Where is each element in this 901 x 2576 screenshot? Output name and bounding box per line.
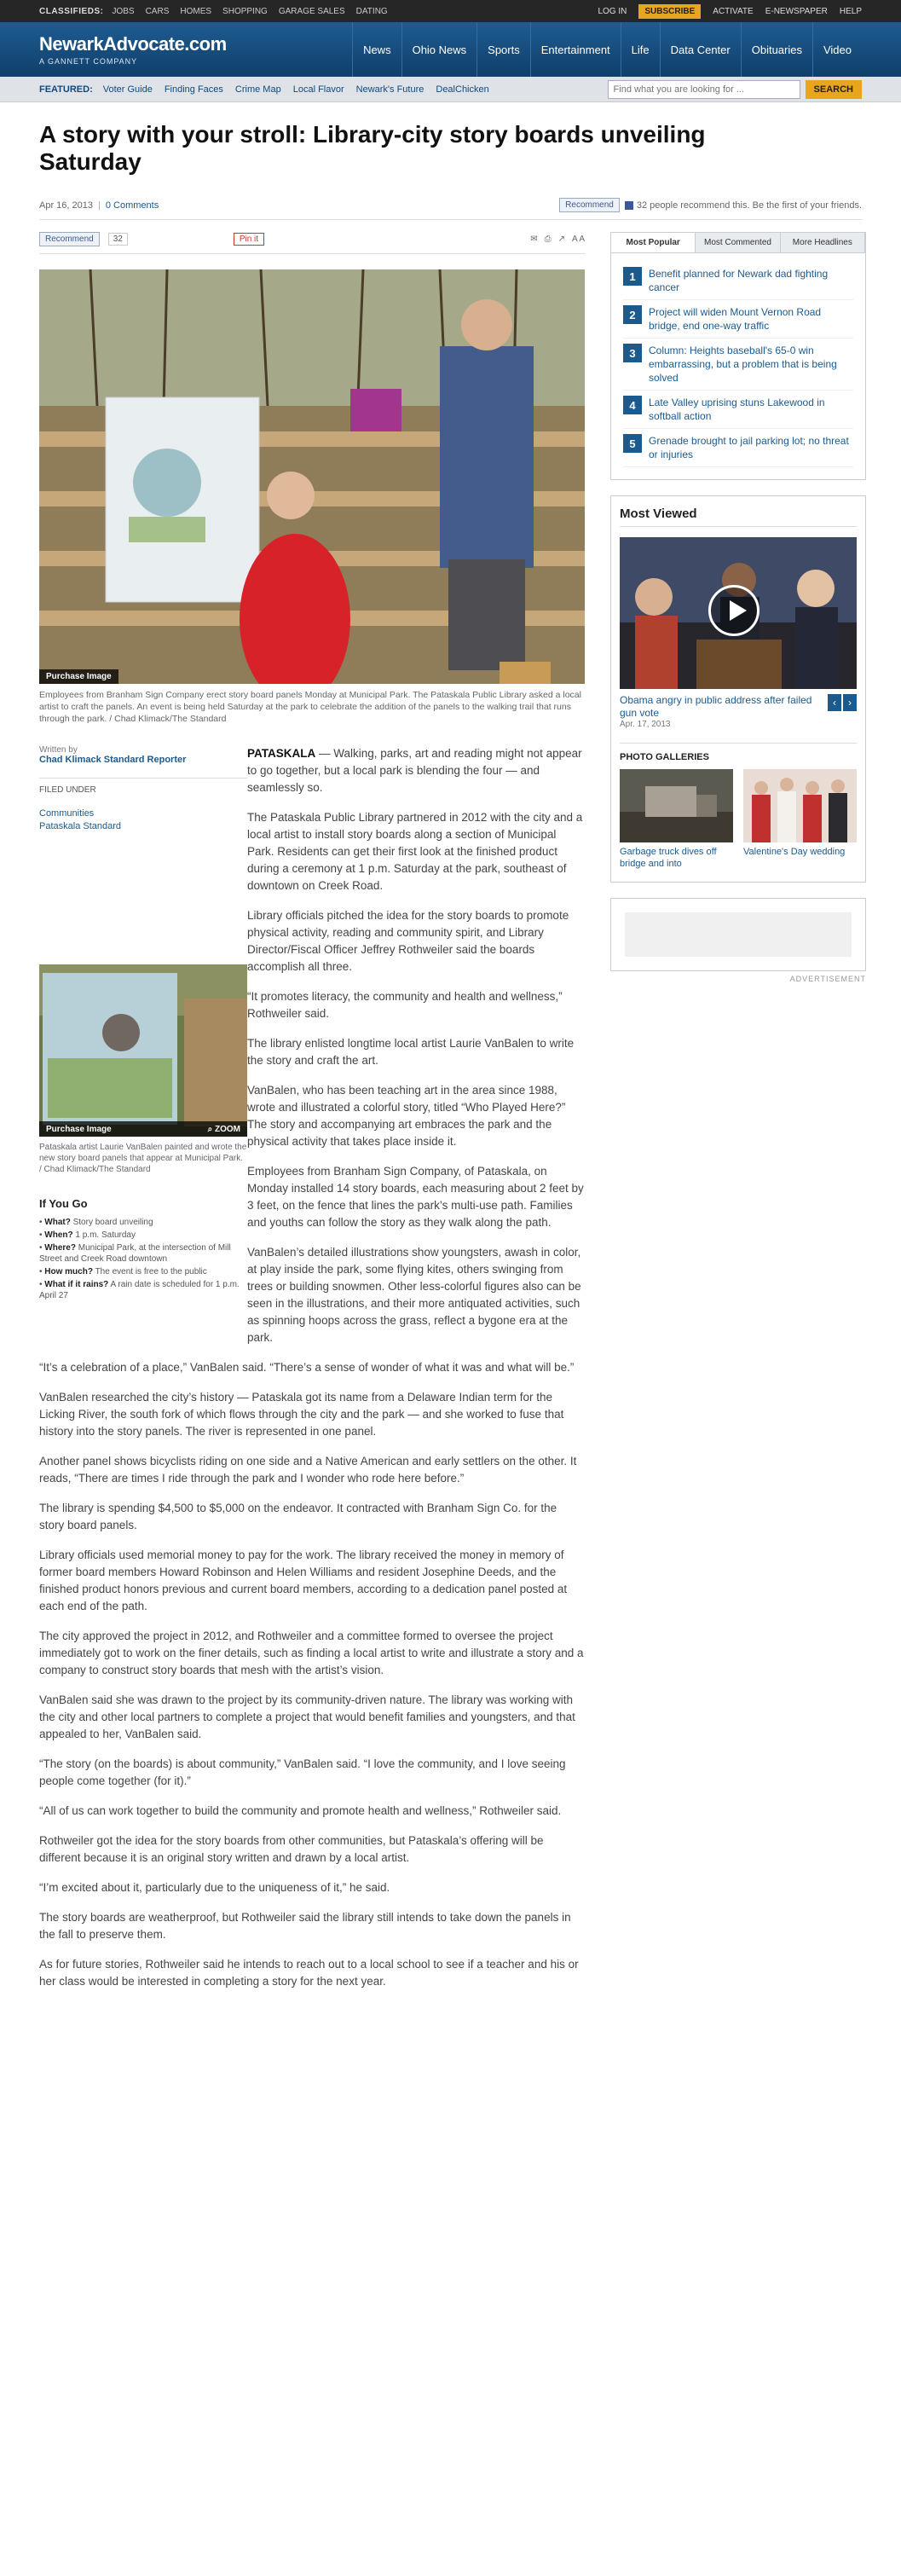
zoom-icon: ⌕ [207, 1124, 213, 1134]
pin-it-button[interactable]: Pin it [234, 233, 264, 246]
email-icon[interactable]: ✉ [530, 234, 538, 244]
story-continued [39, 1359, 585, 1990]
font-size-control[interactable]: A A [571, 234, 585, 244]
right-rail [610, 232, 866, 2003]
article-body [39, 745, 585, 1359]
story-paragraph: The city approved the project in 2012, and Rothweiler and a committee formed to oversee the project immediately got to work on the finer details, such as finding a local artist to write and illustrate a story and a company to construct story boards that mesh with the artist’s vision. [39, 1630, 584, 1676]
if-you-go-item: • Where? Municipal Park, at the intersection of Mill Street and Creek Road downtown [39, 1243, 231, 1264]
nav-sports[interactable]: Sports [476, 22, 530, 77]
ad-slot [610, 898, 866, 971]
inset-photo[interactable] [39, 964, 247, 1137]
popular-rank: 2 [623, 305, 642, 324]
if-you-go-item: • What if it rains? A rain date is scheduled for 1 p.m. April 27 [39, 1280, 240, 1300]
popular-headline[interactable]: Benefit planned for Newark dad fighting cancer [649, 268, 829, 293]
story-paragraph: The library enlisted longtime local artist Laurie VanBalen to write the story and craft the art. [247, 1037, 575, 1067]
gallery-item[interactable] [620, 769, 733, 870]
article-title: A story with your stroll: Library-city story boards unveiling Saturday [39, 121, 706, 175]
popular-rank: 3 [623, 344, 642, 362]
story-paragraph: “I’m excited about it, particularly due to the uniqueness of it,” he said. [39, 1881, 390, 1894]
story-paragraph: Library officials pitched the idea for the story boards to promote physical activity, reading and community spirit, and Library Director/Fiscal Officer Jeffrey Rothweiler said the boards accomplish all three. [247, 909, 569, 973]
tag-communities[interactable]: Communities [39, 808, 95, 819]
tab-more-headlines[interactable]: More Headlines [781, 233, 865, 252]
nav-obituaries[interactable]: Obituaries [741, 22, 812, 77]
page-bottom-spacer [0, 2003, 901, 2037]
nav-ohio-news[interactable]: Ohio News [401, 22, 477, 77]
tab-most-popular[interactable]: Most Popular [611, 233, 696, 252]
featured-crime-map[interactable]: Crime Map [234, 84, 281, 95]
classified-homes-link[interactable]: HOMES [180, 6, 212, 16]
lead-photo[interactable] [39, 269, 585, 684]
lead-paragraph: PATASKALA — Walking, parks, art and reading might not appear to go together, but a local park is blending the four — and seamlessly so. [247, 747, 582, 794]
featured-local-flavor[interactable]: Local Flavor [292, 84, 344, 95]
article-tools [523, 234, 585, 244]
gallery-image-garbage-truck [620, 769, 733, 842]
nav-life[interactable]: Life [621, 22, 660, 77]
popular-rank: 5 [623, 434, 642, 453]
inset-purchase-button[interactable]: Purchase Image [46, 1124, 112, 1134]
featured-bar [0, 77, 901, 102]
facebook-icon [625, 201, 633, 210]
photo-galleries-heading: PHOTO GALLERIES [620, 743, 857, 762]
if-you-go-item: • When? 1 p.m. Saturday [39, 1230, 136, 1240]
video-date: Apr. 17, 2013 [620, 720, 671, 729]
popular-rank: 1 [623, 267, 642, 286]
gallery-thumbnail[interactable] [620, 769, 733, 842]
login-link[interactable]: LOG IN [598, 6, 627, 16]
story-paragraph: The story boards are weatherproof, but Rothweiler said the library still intends to take down the panels in the fall to preserve them. [39, 1911, 571, 1941]
video-title[interactable]: Obama angry in public address after failed gun vote [620, 694, 812, 719]
fb-recommend-button[interactable]: Recommend [559, 198, 620, 212]
popular-headline[interactable]: Grenade brought to jail parking lot; no threat or injuries [649, 435, 849, 460]
popular-item[interactable] [623, 429, 853, 467]
if-you-go-title: If You Go [39, 1197, 88, 1210]
search-form [608, 80, 862, 99]
masthead [0, 22, 901, 77]
top-utility-bar [0, 0, 901, 22]
popular-list [611, 253, 865, 479]
most-viewed-widget [610, 495, 866, 883]
story-paragraph: The Pataskala Public Library partnered in 2012 with the city and a local artist to install story boards along a section of Municipal Park. Residents can get their first look at the finished product during a ceremony at 1 p.m. Saturday at the park, southeast of downtown on Creek Road. [247, 811, 583, 892]
share-count: 32 [108, 233, 128, 246]
written-by-label: Written by [39, 745, 78, 755]
popular-item[interactable] [623, 262, 853, 300]
featured-dealchicken[interactable]: DealChicken [436, 84, 489, 95]
if-you-go-list [39, 1217, 247, 1301]
story-paragraph: “It promotes literacy, the community and health and wellness,” Rothweiler said. [247, 990, 563, 1020]
story-paragraph: Rothweiler got the idea for the story boards from other communities, but Pataskala’s offering will be different because it is an original story written and drawn by a local artist. [39, 1834, 544, 1864]
share-recommend-button[interactable]: Recommend [39, 232, 100, 246]
story-paragraph: The library is spending $4,500 to $5,000 on the endeavor. It contracted with Branham Sign Co. for the story board panels. [39, 1502, 557, 1531]
featured-voter-guide[interactable]: Voter Guide [102, 84, 153, 95]
photo-galleries [620, 769, 857, 870]
tab-most-commented[interactable]: Most Commented [696, 233, 780, 252]
popular-item[interactable] [623, 300, 853, 339]
comments-link[interactable]: 0 Comments [105, 200, 159, 211]
story-paragraph: VanBalen researched the city’s history — Pataskala got its name from a Delaware Indian term for the Licking River, the south fork of which flows through the city and the park — and she worked to fuse that history into the story panels. The river is represented in one panel. [39, 1391, 564, 1438]
fb-recommend-text: 32 people recommend this. Be the first of your friends. [636, 200, 862, 211]
inset-photo-caption: Pataskala artist Laurie VanBalen painted and wrote the new story board panels that appear at Municipal Park. / Chad Klimack/The Standard [39, 1143, 247, 1174]
story-text [247, 745, 585, 1359]
gallery-caption[interactable]: Valentine's Day wedding [743, 847, 846, 857]
activate-link[interactable]: ACTIVATE [713, 6, 754, 16]
share-bar [39, 232, 585, 254]
classified-shopping-link[interactable]: SHOPPING [222, 6, 268, 16]
story-paragraph: Library officials used memorial money to pay for the work. The library received the money in memory of former board members Howard Robinson and Helen Williams and resident Josephine Deeds, and the finished product honors previous and current board members, according to a dedication panel posted at each end of the path. [39, 1548, 568, 1612]
prev-arrow-icon[interactable]: ‹ [828, 694, 841, 711]
most-viewed-title: Most Viewed [620, 507, 857, 527]
popular-item[interactable] [623, 391, 853, 429]
classified-cars-link[interactable]: CARS [145, 6, 170, 16]
popular-rank: 4 [623, 396, 642, 414]
inset-photo-toolbar [39, 1121, 247, 1137]
story-paragraph: “It’s a celebration of a place,” VanBalen said. “There’s a sense of wonder of what it was and what will be.” [39, 1361, 575, 1374]
play-icon[interactable] [708, 585, 759, 636]
dateline: PATASKALA [247, 747, 316, 760]
popular-widget [610, 232, 866, 480]
if-you-go-box [39, 1197, 247, 1301]
logo-subtitle: A GANNETT COMPANY [39, 57, 138, 66]
gallery-image-wedding [743, 769, 857, 842]
if-you-go-item: • What? Story board unveiling [39, 1218, 153, 1227]
nav-news[interactable]: News [352, 22, 401, 77]
search-button[interactable]: SEARCH [806, 80, 862, 99]
featured-finding-faces[interactable]: Finding Faces [164, 84, 223, 95]
search-input[interactable] [608, 80, 800, 99]
story-paragraph: VanBalen’s detailed illustrations show youngsters, awash in color, at play inside the park, some flying kites, others swinging from trees or building snowmen. Other less-colorful figures also can be seen in the illustrations, and their more antiquated activities, such as spinning hoops across the grass, reflect a bygone era at the park. [247, 1246, 581, 1344]
popular-headline[interactable]: Project will widen Mount Vernon Road bridge, end one-way traffic [649, 306, 822, 332]
popular-item[interactable] [623, 339, 853, 391]
video-title-row [620, 694, 857, 720]
inset-photo-illustration [39, 964, 247, 1137]
zoom-label: ZOOM [215, 1124, 240, 1134]
popular-tabs [611, 233, 865, 253]
advertisement-label: ADVERTISEMENT [789, 975, 866, 983]
featured-label: FEATURED: [39, 84, 93, 95]
story-paragraph: “All of us can work together to build the community and promote health and wellness,” Rothweiler said. [39, 1804, 562, 1817]
zoom-button[interactable] [208, 1125, 240, 1134]
ad-placeholder[interactable] [625, 912, 852, 957]
nav-data-center[interactable]: Data Center [660, 22, 741, 77]
story-paragraph: As for future stories, Rothweiler said he intends to reach out to a local school to see if a teacher and his or her class would be interested in completing a story for the next year. [39, 1958, 579, 1988]
page-wrap [0, 232, 901, 2003]
share-icon[interactable]: ↗ [557, 234, 565, 244]
gallery-thumbnail[interactable] [743, 769, 857, 842]
classified-dating-link[interactable]: DATING [355, 6, 388, 16]
meta-separator: | [98, 200, 101, 211]
if-you-go-item: • How much? The event is free to the public [39, 1267, 207, 1276]
popular-headline[interactable]: Column: Heights baseball's 65-0 win embarrassing, but a problem that is being solved [649, 344, 837, 384]
nav-entertainment[interactable]: Entertainment [530, 22, 621, 77]
classified-jobs-link[interactable]: JOBS [112, 6, 135, 16]
print-icon[interactable]: ⎙ [544, 234, 552, 244]
classified-garage-sales-link[interactable]: GARAGE SALES [278, 6, 345, 16]
video-arrows [826, 694, 857, 711]
enewspaper-link[interactable]: E-NEWSPAPER [765, 6, 828, 16]
article-date: Apr 16, 2013 [39, 200, 93, 211]
popular-headline[interactable]: Late Valley uprising stuns Lakewood in softball action [649, 397, 825, 422]
subscribe-button[interactable]: SUBSCRIBE [638, 4, 701, 19]
logo-name: NewarkAdvocate.com [39, 33, 227, 55]
tag-pataskala-standard[interactable]: Pataskala Standard [39, 821, 122, 831]
featured-newarks-future[interactable]: Newark's Future [355, 84, 425, 95]
story-paragraph: VanBalen said she was drawn to the project by its community-driven nature. The library was working with the city and other local partners to complete a project that would benefit families and youngsters, and that appealed to her, VanBalen said. [39, 1693, 575, 1740]
site-logo[interactable] [39, 22, 295, 77]
help-link[interactable]: HELP [839, 6, 862, 16]
gallery-caption[interactable]: Garbage truck dives off bridge and into [620, 847, 717, 869]
article-meta [39, 198, 862, 220]
video-thumbnail[interactable] [620, 537, 857, 689]
next-arrow-icon[interactable]: › [843, 694, 857, 711]
headline-area [0, 102, 901, 176]
main-nav [352, 22, 862, 77]
story-paragraph: Another panel shows bicyclists riding on one side and a Native American and early settlers on the other. It reads, “There are times I ride through the park and I wonder who rode here before.” [39, 1455, 577, 1485]
story-paragraph: VanBalen, who has been teaching art in the area since 1988, wrote and illustrated a colorful story, titled “Who Played Here?” The story and accompanying art embraces the park and the physical activity that takes place inside it. [247, 1084, 566, 1148]
classifieds-label: CLASSIFIEDS: [39, 6, 104, 16]
filed-under-label: FILED UNDER [39, 778, 247, 795]
lead-photo-caption: Employees from Branham Sign Company erect story board panels Monday at Municipal Park. The Pataskala Public Library asked a local artist to craft the panels. An event is being held Saturday at the park to celebrate the addition of the panels to the walking trail that runs through the park. / Chad Klimack/The Standard [39, 690, 581, 724]
gallery-item[interactable] [743, 769, 857, 870]
facebook-recommend-area [559, 198, 862, 212]
lead-photo-illustration [39, 269, 585, 684]
author-name[interactable]: Chad Klimack Standard Reporter [39, 755, 187, 765]
story-paragraph: Employees from Branham Sign Company, of Pataskala, on Monday installed 14 story boards, each measuring about 2 feet by 3 feet, on the fence that lines the park’s multi-use path. Families and youths can follow the story as they walk along the path. [247, 1165, 584, 1229]
article-sidebar [39, 745, 247, 1359]
nav-video[interactable]: Video [812, 22, 862, 77]
story-paragraph: “The story (on the boards) is about community,” VanBalen said. “I love the community, and I love seeing people come together (for it).” [39, 1757, 566, 1787]
purchase-image-button[interactable]: Purchase Image [39, 669, 118, 684]
article-column [39, 232, 585, 2003]
